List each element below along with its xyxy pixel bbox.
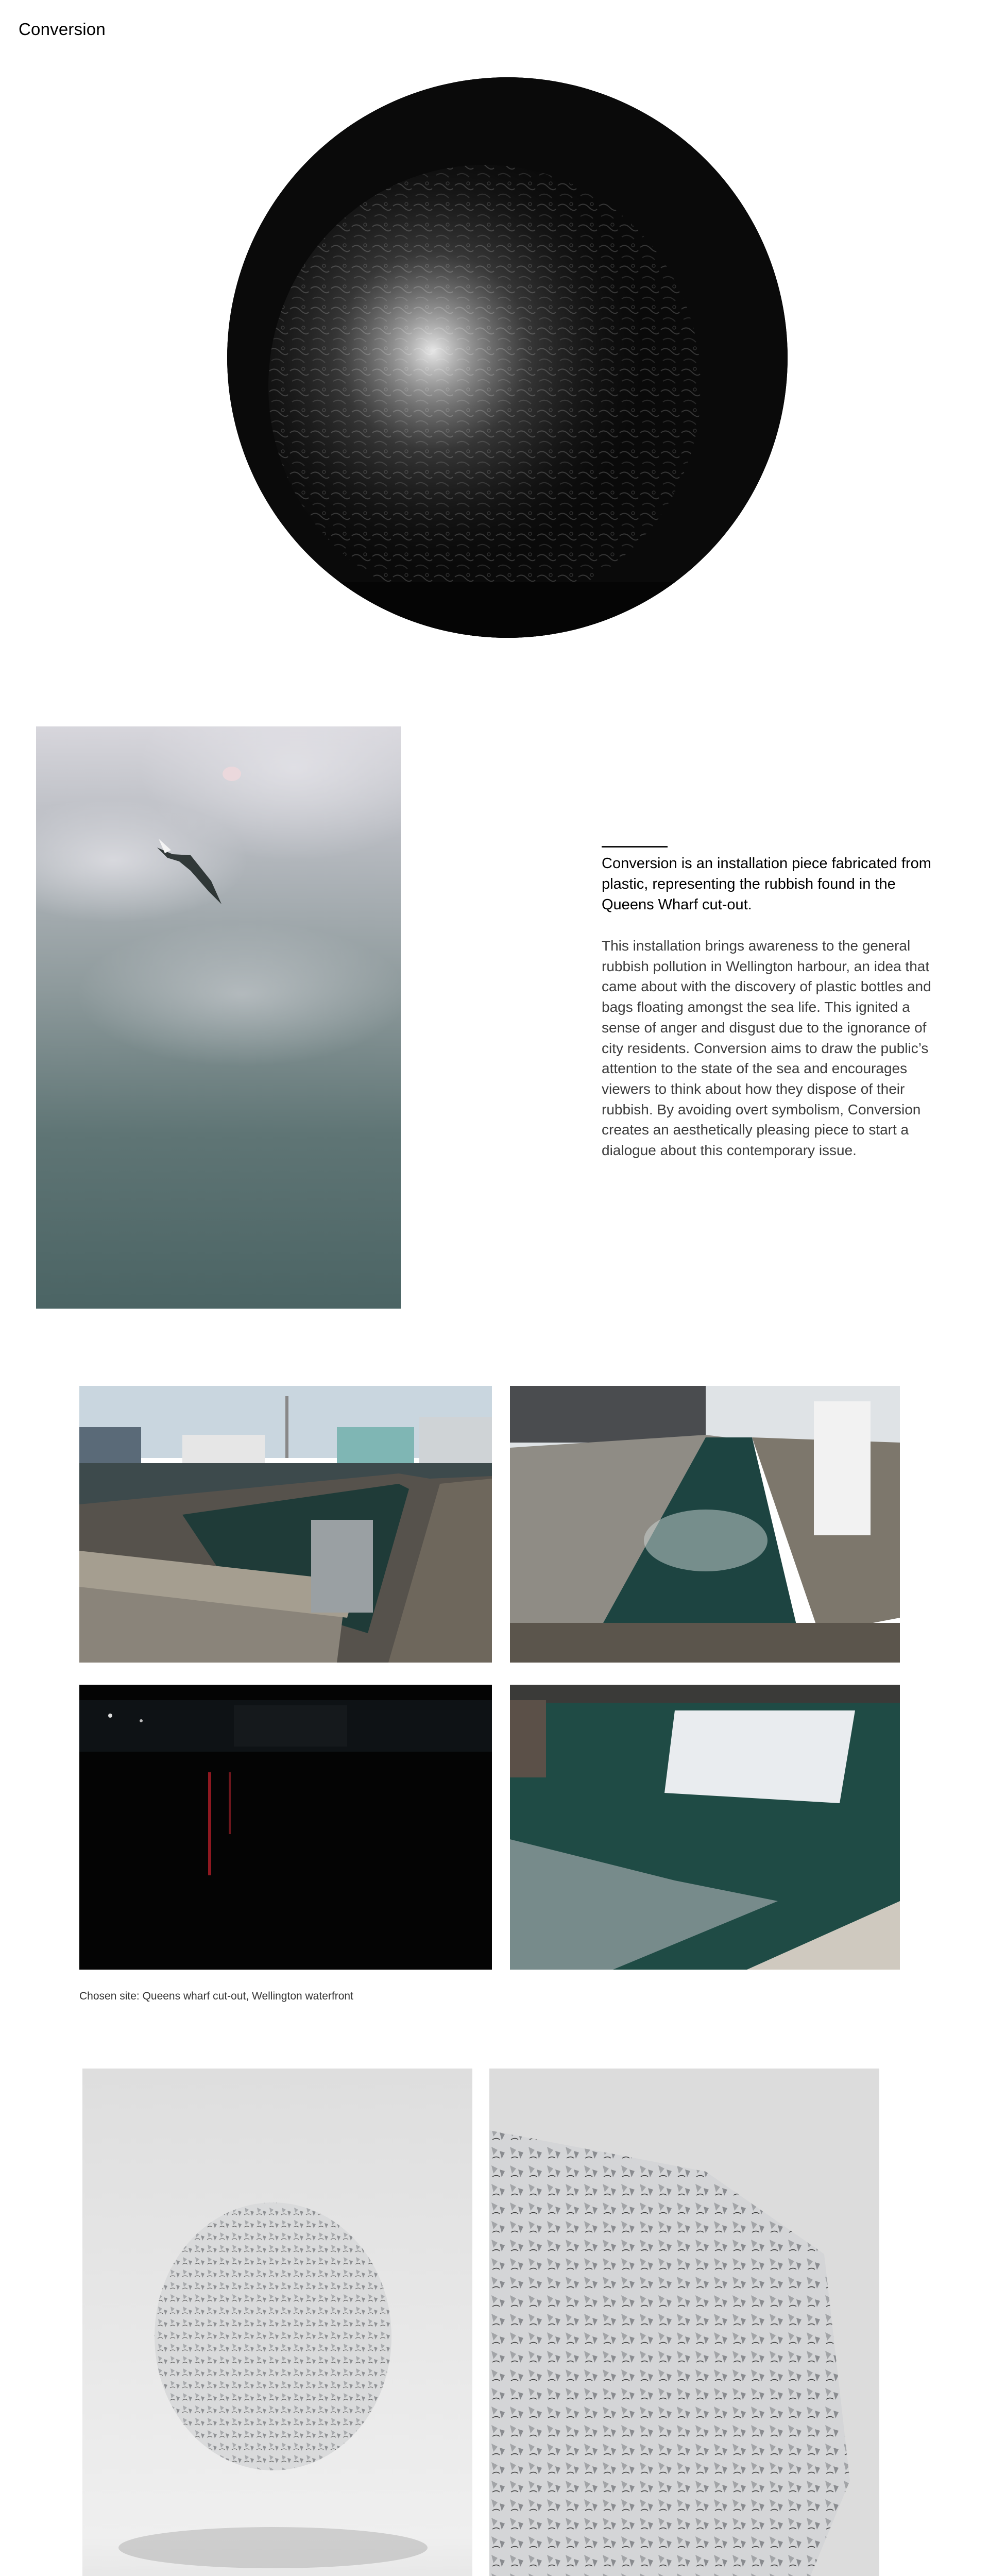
site-photo-wharf-day: [79, 1386, 492, 1663]
body-paragraph: This installation brings awareness to the general rubbish pollution in Wellington harbour, an idea that came about with the discovery of plastic bottles and bags floating amongst the sea life. This ignited a sense of anger and disgust due to the ignorance of city residents. Conversion aims to draw the public’s attention to the state of the sea and encourages viewers to think about how they dispose of their rubbish. By avoiding overt symbolism, Conversion creates an aesthetically pleasing piece to start a dialogue about this contemporary issue.: [602, 938, 931, 1159]
orb-photo-closeup: [489, 2069, 879, 2576]
lead-paragraph: Conversion is an installation piece fabricated from plastic, representing the rubbish found in the Queens Wharf cut-out.: [602, 855, 931, 913]
water-bird-photo: [36, 726, 401, 1309]
orb-photo-full: [82, 2069, 472, 2576]
site-photo-channel: [510, 1386, 900, 1663]
hero-orb-photo: [227, 77, 788, 638]
site-caption: Chosen site: Queens wharf cut-out, Wellington waterfront: [79, 1990, 353, 2002]
site-photo-reflection: [510, 1685, 900, 1970]
text-divider: [602, 846, 668, 848]
site-photo-night: [79, 1685, 492, 1970]
site-title[interactable]: Conversion: [19, 20, 106, 39]
